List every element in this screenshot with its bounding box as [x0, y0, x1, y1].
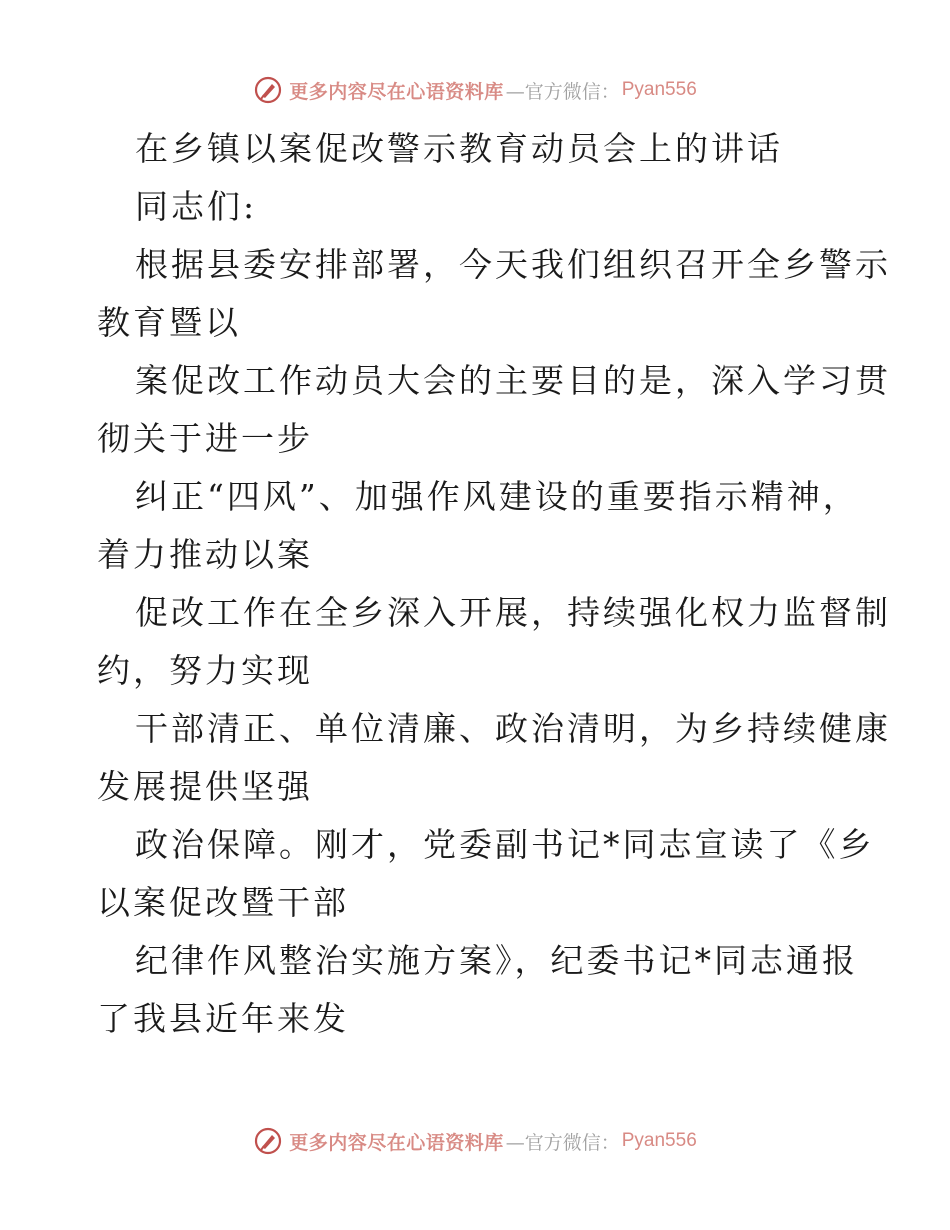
- quill-logo-icon: [253, 1126, 283, 1156]
- text-line: 了我县近年来发: [97, 999, 349, 1038]
- text-line: 案促改工作动员大会的主要目的是，深入学习贯: [135, 361, 891, 400]
- text-line: 促改工作在全乡深入开展，持续强化权力监督制: [135, 593, 891, 632]
- text-line: 以案促改暨干部: [97, 883, 349, 922]
- quill-logo-icon: [253, 75, 283, 105]
- text-line: 干部清正、单位清廉、政治清明，为乡持续健康: [135, 709, 891, 748]
- salutation: 同志们:: [135, 187, 258, 226]
- text-line: 根据县委安排部署，今天我们组织召开全乡警示: [135, 245, 891, 284]
- text-line: 着力推动以案: [97, 535, 313, 574]
- text-line: 政治保障。刚才，党委副书记*同志宣读了《乡: [135, 825, 875, 864]
- text-line: 发展提供坚强: [97, 767, 313, 806]
- watermark-sub-text: —官方微信：: [505, 80, 620, 103]
- watermark-main-text: 更多内容尽在心语资料库: [289, 1131, 504, 1154]
- footer-watermark: [0, 1121, 950, 1161]
- watermark-wechat-id: Pyan556: [621, 79, 697, 100]
- document-body: [97, 120, 891, 1048]
- header-watermark: [0, 70, 950, 110]
- watermark-wechat-id: Pyan556: [621, 1130, 697, 1151]
- text-line: 纠正“四风”、加强作风建设的重要指示精神，: [135, 477, 859, 516]
- watermark-main-text: 更多内容尽在心语资料库: [289, 80, 504, 103]
- watermark-sub-text: —官方微信：: [505, 1131, 620, 1154]
- text-line: 纪律作风整治实施方案》，纪委书记*同志通报: [135, 941, 858, 980]
- text-line: 教育暨以: [97, 303, 241, 342]
- text-line: 彻关于进一步: [97, 419, 313, 458]
- document-title: 在乡镇以案促改警示教育动员会上的讲话: [135, 129, 783, 168]
- text-line: 约，努力实现: [97, 651, 313, 690]
